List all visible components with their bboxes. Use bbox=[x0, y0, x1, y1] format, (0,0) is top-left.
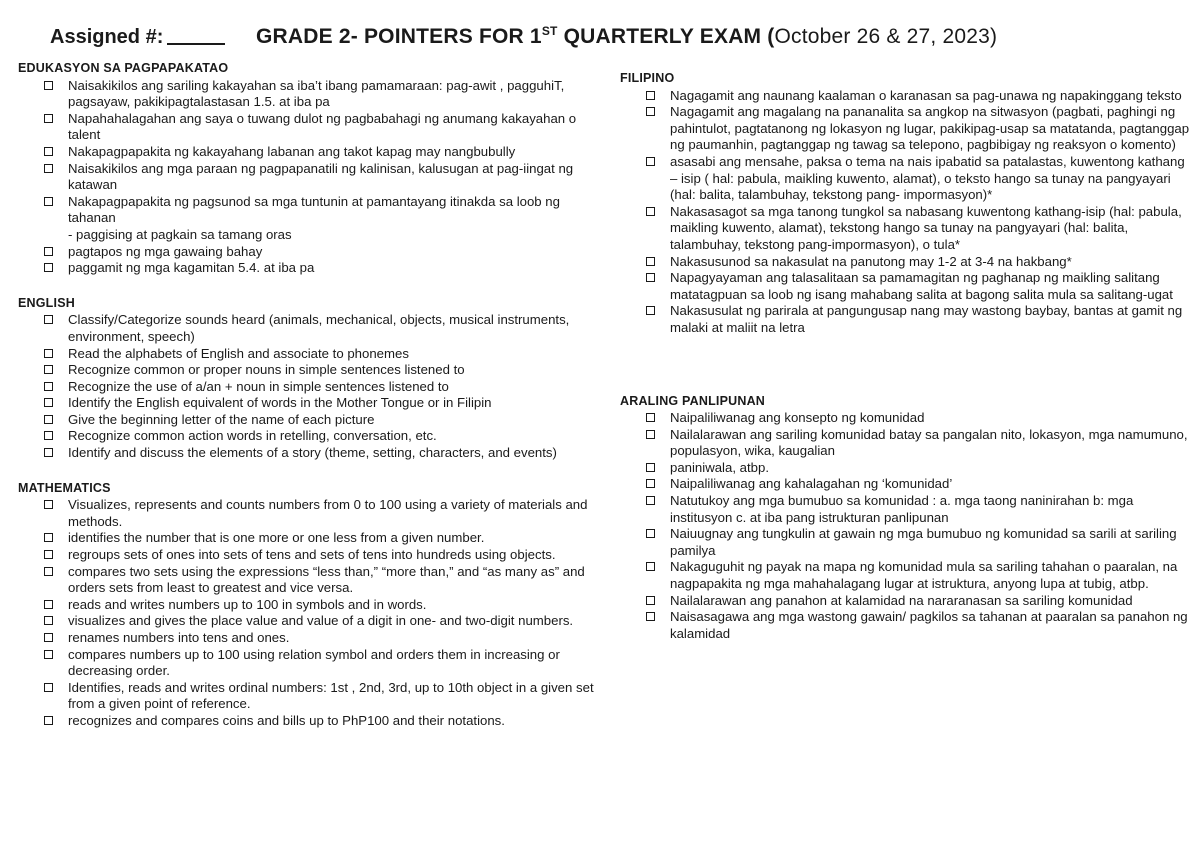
section-filipino bbox=[620, 70, 1190, 337]
item-text: compares two sets using the expressions “less than,” “more than,” and “as many as” and orders sets from least to greatest and vice versa. bbox=[68, 563, 585, 596]
item-text: regroups sets of ones into sets of tens and sets of tens into hundreds using objects. bbox=[68, 547, 556, 563]
list-item bbox=[644, 270, 1190, 303]
checkbox-icon bbox=[44, 600, 53, 609]
item-text: visualizes and gives the place value and value of a digit in one- and two-digit numbers. bbox=[68, 613, 574, 629]
item-text: paggamit ng mga kagamitan 5.4. at iba pa bbox=[68, 260, 315, 276]
checkbox-icon bbox=[646, 207, 655, 216]
item-text: Naisasagawa ang mga wastong gawain/ pagkilos sa tahanan at paaralan sa panahon ng kalamidad bbox=[670, 609, 1188, 641]
item-text: Recognize the use of a/an + noun in simple sentences listened to bbox=[68, 378, 449, 394]
item-text: Naiuugnay ang tungkulin at gawain ng mga bumubuo ng komunidad sa sarili at sariling pamilya bbox=[670, 526, 1177, 558]
list-item bbox=[42, 260, 598, 277]
checkbox-icon bbox=[44, 650, 53, 659]
checkbox-icon bbox=[44, 263, 53, 272]
list-item bbox=[42, 412, 598, 429]
checklist bbox=[18, 78, 598, 277]
item-text: identifies the number that is one more or one less from a given number. bbox=[68, 530, 485, 546]
checkbox-icon bbox=[44, 382, 53, 391]
section-english bbox=[18, 295, 598, 462]
item-text: Naisakikilos ang sariling kakayahan sa iba’t ibang pamamaraan: pag-awit , pagguhiT, pagsayaw, pakikipagtalastasan 1.5. at iba pa bbox=[68, 77, 565, 110]
list-item bbox=[42, 530, 598, 547]
list-item bbox=[644, 204, 1190, 254]
list-item bbox=[42, 161, 598, 194]
checkbox-icon bbox=[44, 550, 53, 559]
section-title: ENGLISH bbox=[18, 295, 75, 310]
item-text: Classify/Categorize sounds heard (animals, mechanical, objects, musical instruments, environment, speech) bbox=[68, 312, 570, 344]
item-text: renames numbers into tens and ones. bbox=[68, 630, 290, 645]
checkbox-icon bbox=[44, 633, 53, 642]
checkbox-icon bbox=[44, 616, 53, 625]
assigned-number-label: Assigned #: bbox=[50, 26, 225, 49]
item-text: Naisakikilos ang mga paraan ng pagpapanatili ng kalinisan, kalusugan at pag-iingat ng katawan bbox=[68, 160, 574, 193]
exam-date: October 26 & 27, 2023) bbox=[774, 25, 998, 48]
checkbox-icon bbox=[646, 562, 655, 571]
list-item bbox=[42, 312, 598, 345]
item-text: asasabi ang mensahe, paksa o tema na nais ipabatid sa patalastas, kuwentong kathang – isip ( hal: pabula, maikling kuwento, alamat), o teksto hango sa tunay na pangyayari (hal: balita, talambuhay, tekstong pang- impormasyon)* bbox=[670, 153, 1185, 203]
list-item bbox=[644, 460, 1190, 477]
item-text: Recognize common or proper nouns in simple sentences listened to bbox=[68, 362, 465, 378]
checkbox-icon bbox=[44, 448, 53, 457]
list-item bbox=[644, 427, 1190, 460]
item-text: compares numbers up to 100 using relation symbol and orders them in increasing or decreasing order. bbox=[68, 646, 560, 679]
checkbox-icon bbox=[44, 683, 53, 692]
list-item bbox=[42, 713, 598, 730]
checkbox-icon bbox=[44, 247, 53, 256]
list-item bbox=[42, 379, 598, 396]
item-text: Nakaguguhit ng payak na mapa ng komunidad mula sa sariling tahahan o paaralan, na nagpapakita ng mga mahahalagang lugar at istruktura, anyong lupa at tubig, atbp. bbox=[670, 559, 1178, 592]
checkbox-icon bbox=[44, 398, 53, 407]
list-item bbox=[42, 346, 598, 363]
item-text: Naipaliliwanag ang kahalagahan ng ‘komunidad’ bbox=[670, 476, 953, 492]
checkbox-icon bbox=[44, 164, 53, 173]
checkbox-icon bbox=[44, 533, 53, 542]
list-item bbox=[42, 144, 598, 161]
list-item bbox=[644, 303, 1190, 336]
item-text: Visualizes, represents and counts numbers from 0 to 100 using a variety of materials and methods. bbox=[68, 497, 588, 529]
list-item bbox=[42, 564, 598, 597]
checkbox-icon bbox=[646, 479, 655, 488]
item-text: Nakapagpapakita ng kakayahang labanan ang takot kapag may nangbubully bbox=[68, 143, 516, 159]
section-title: FILIPINO bbox=[620, 71, 675, 85]
list-item bbox=[42, 395, 598, 412]
item-text: Nakasusulat ng parirala at pangungusap nang may wastong baybay, bantas at gamit ng malaki at maliit na letra bbox=[670, 303, 1183, 335]
item-text: Napagyayaman ang talasalitaan sa pamamagitan ng paghanap ng maikling salitang matatagpuan sa loob ng isang mahabang salita at bagong salita mula sa salitang-ugat bbox=[670, 270, 1173, 302]
list-item bbox=[644, 609, 1190, 642]
checkbox-icon bbox=[44, 114, 53, 123]
item-text: Identify and discuss the elements of a story (theme, setting, characters, and events) bbox=[68, 445, 557, 461]
item-text: Read the alphabets of English and associate to phonemes bbox=[68, 345, 409, 361]
list-item bbox=[42, 362, 598, 379]
item-text: Natutukoy ang mga bumubuo sa komunidad : a. mga taong naninirahan b: mga institusyon c. at iba pang istrukturan panlipunan bbox=[670, 493, 1134, 525]
list-item bbox=[42, 547, 598, 564]
list-item bbox=[644, 104, 1190, 154]
item-text: reads and writes numbers up to 100 in symbols and in words. bbox=[68, 596, 427, 612]
list-item bbox=[644, 154, 1190, 204]
checkbox-icon bbox=[646, 306, 655, 315]
item-subtext: - paggising at pagkain sa tamang oras bbox=[68, 226, 292, 242]
checkbox-icon bbox=[646, 157, 655, 166]
checkbox-icon bbox=[44, 500, 53, 509]
list-item bbox=[644, 526, 1190, 559]
page-header bbox=[50, 22, 1170, 56]
checkbox-icon bbox=[44, 197, 53, 206]
section-title: EDUKASYON SA PAGPAPAKATAO bbox=[18, 61, 229, 75]
checkbox-icon bbox=[646, 496, 655, 505]
section-mathematics bbox=[18, 480, 598, 730]
checklist bbox=[18, 497, 598, 729]
checkbox-icon bbox=[646, 463, 655, 472]
checkbox-icon bbox=[646, 612, 655, 621]
list-item bbox=[42, 647, 598, 680]
item-text: Nailalarawan ang sariling komunidad batay sa pangalan nito, lokasyon, mga namumuno, populasyon, wika, kaugalian bbox=[670, 426, 1188, 459]
checkbox-icon bbox=[646, 413, 655, 422]
checkbox-icon bbox=[646, 430, 655, 439]
list-item bbox=[42, 111, 598, 144]
list-item bbox=[644, 88, 1190, 105]
list-item bbox=[42, 613, 598, 630]
list-item bbox=[42, 244, 598, 261]
list-item bbox=[42, 497, 598, 530]
item-text: Identify the English equivalent of words in the Mother Tongue or in Filipin bbox=[68, 395, 492, 411]
item-text: Give the beginning letter of the name of each picture bbox=[68, 411, 375, 427]
item-text: Naipaliliwanag ang konsepto ng komunidad bbox=[670, 410, 925, 426]
checkbox-icon bbox=[646, 107, 655, 116]
list-item bbox=[42, 630, 598, 647]
list-item bbox=[42, 428, 598, 445]
item-text: Identifies, reads and writes ordinal numbers: 1st , 2nd, 3rd, up to 10th object in a given set from a given point of reference. bbox=[68, 679, 594, 712]
item-text: Nakapagpapakita ng pagsunod sa mga tuntunin at pamantayang itinakda sa loob ng tahanan bbox=[68, 193, 560, 226]
list-item bbox=[42, 597, 598, 614]
section-title: ARALING PANLIPUNAN bbox=[620, 393, 766, 408]
list-item bbox=[644, 410, 1190, 427]
list-item bbox=[644, 476, 1190, 493]
checkbox-icon bbox=[44, 431, 53, 440]
item-text: pagtapos ng mga gawaing bahay bbox=[68, 243, 263, 259]
section-araling-panlipunan bbox=[620, 393, 1190, 643]
list-item bbox=[42, 194, 598, 244]
checkbox-icon bbox=[44, 349, 53, 358]
item-text: Nakasusunod sa nakasulat na panutong may 1-2 at 3-4 na hakbang* bbox=[670, 253, 1072, 269]
checkbox-icon bbox=[646, 529, 655, 538]
item-text: recognizes and compares coins and bills up to PhP100 and their notations. bbox=[68, 712, 505, 728]
checkbox-icon bbox=[44, 81, 53, 90]
item-text: Nakasasagot sa mga tanong tungkol sa nabasang kuwentong kathang-isip (hal: pabula, maikling kuwento, alamat), tekstong hango sa tunay na pangyayari (hal: balita, talambuhay, tekstong pang-impormasyon), o tula* bbox=[670, 203, 1182, 252]
checkbox-icon bbox=[44, 415, 53, 424]
item-text: Recognize common action words in retelling, conversation, etc. bbox=[68, 428, 437, 444]
list-item bbox=[42, 680, 598, 713]
list-item bbox=[644, 254, 1190, 271]
item-text: Napahahalagahan ang saya o tuwang dulot ng pagbabahagi ng anumang kakayahan o talent bbox=[68, 110, 577, 143]
list-item bbox=[42, 445, 598, 462]
checklist bbox=[620, 88, 1190, 337]
checkbox-icon bbox=[646, 257, 655, 266]
checkbox-icon bbox=[44, 147, 53, 156]
checkbox-icon bbox=[44, 716, 53, 725]
checkbox-icon bbox=[44, 365, 53, 374]
checkbox-icon bbox=[646, 91, 655, 100]
checklist bbox=[18, 312, 598, 461]
page-title: GRADE 2- POINTERS FOR 1ST QUARTERLY EXAM (October 26 & 27, 2023) bbox=[256, 24, 998, 48]
list-item bbox=[644, 559, 1190, 592]
title-superscript: ST bbox=[541, 24, 558, 38]
assigned-number-blank bbox=[167, 43, 225, 45]
left-column bbox=[18, 60, 598, 748]
checkbox-icon bbox=[646, 596, 655, 605]
item-text: Nailalarawan ang panahon at kalamidad na nararanasan sa sariling komunidad bbox=[670, 592, 1133, 608]
checkbox-icon bbox=[44, 567, 53, 576]
checkbox-icon bbox=[44, 315, 53, 324]
item-text: paniniwala, atbp. bbox=[670, 459, 769, 475]
item-text: Nagagamit ang naunang kaalaman o karanasan sa pag-unawa ng napakinggang teksto bbox=[670, 87, 1182, 103]
list-item bbox=[644, 593, 1190, 610]
checklist bbox=[620, 410, 1190, 642]
right-column bbox=[620, 70, 1190, 660]
section-title: MATHEMATICS bbox=[18, 480, 111, 495]
item-text: Nagagamit ang magalang na pananalita sa angkop na sitwasyon (pagbati, paghingi ng pahintulot, pagtatanong ng lokasyon ng lugar, pakikipag-usap sa matatanda, pagtanggap ng paumanhin, pagtanggap ng tawag sa telepono, pagbibigay ng reaksyon o komento) bbox=[670, 104, 1190, 153]
list-item bbox=[42, 78, 598, 111]
section-edukasyon-sa-pagpapakatao bbox=[18, 60, 598, 277]
checkbox-icon bbox=[646, 273, 655, 282]
list-item bbox=[644, 493, 1190, 526]
